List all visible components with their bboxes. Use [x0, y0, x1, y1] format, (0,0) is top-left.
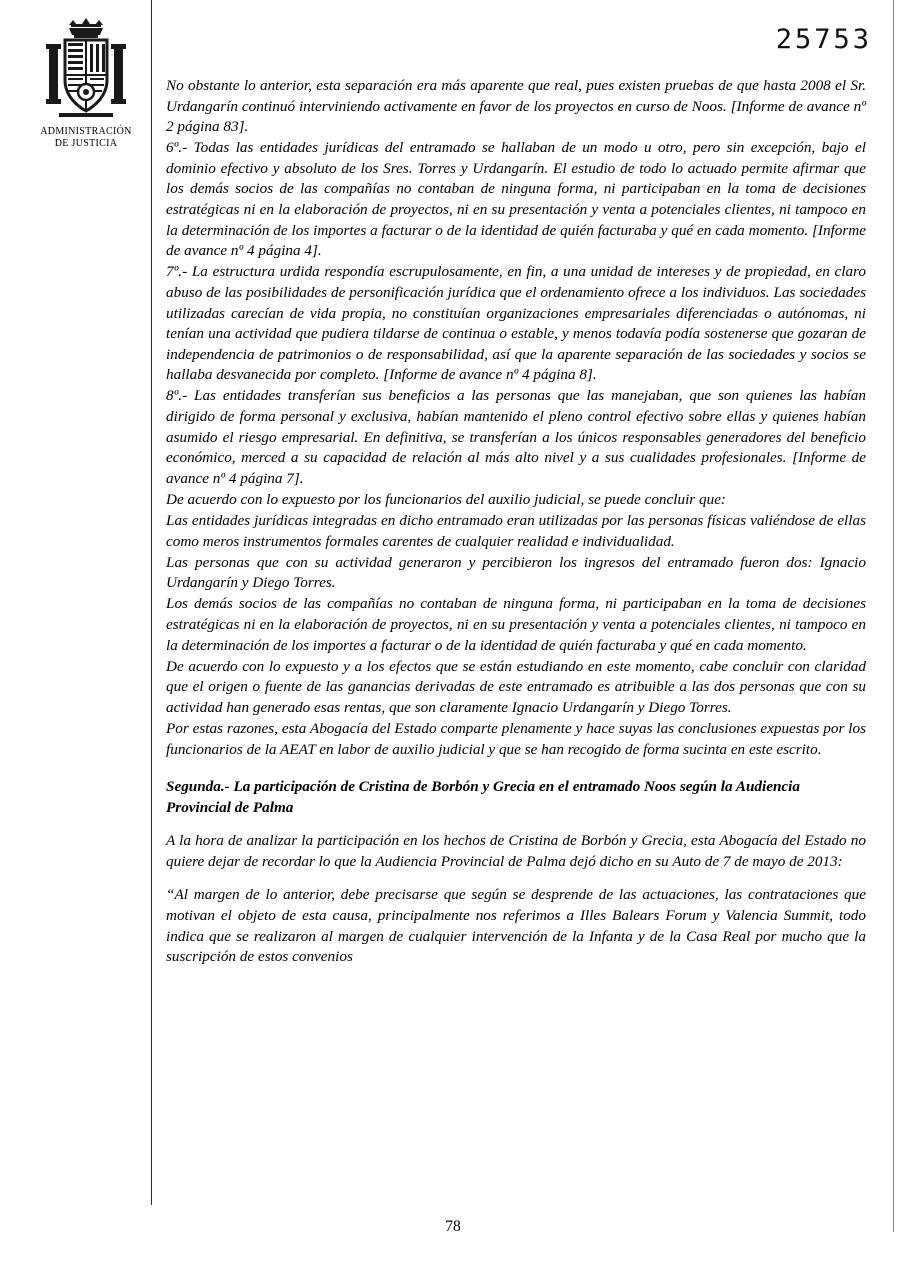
paragraph: Las personas que con su actividad generaron y percibieron los ingresos del entramado fueron dos: Ignacio Urdangarín y Diego Torres. — [166, 553, 866, 592]
paragraph: De acuerdo con lo expuesto y a los efectos que se están estudiando en este momento, cabe concluir con claridad que el origen o fuente de las ganancias derivadas de este entramado es atribuible a las dos personas que con su actividad han generado esas rentas, que son claramente Ignacio Urdangarín y Diego Torres. — [166, 657, 866, 716]
page-number: 78 — [445, 1218, 461, 1235]
margin-header-block — [26, 18, 146, 150]
paragraph: No obstante lo anterior, esta separación era más aparente que real, pues existen pruebas de que hasta 2008 el Sr. Urdangarín continuó interviniendo activamente en favor de los proyectos en curso de Noos. [Informe de avance nº 2 página 83]. — [166, 77, 866, 136]
spanish-coat-of-arms-icon — [43, 18, 129, 122]
margin-caption-line2: DE JUSTICIA — [54, 138, 118, 149]
paragraph: De acuerdo con lo expuesto por los funcionarios del auxilio judicial, se puede concluir que: — [166, 490, 726, 508]
margin-divider-line — [151, 0, 152, 1205]
paragraph: Los demás socios de las compañías no contaban de ninguna forma, ni participaban en la toma de decisiones estratégicas ni en la elaboración de proyectos, ni en su presentación y venta a potenciales clientes, ni tampoco en la determinación de los importes a facturar o de la identidad de quién facturaba y qué en cada momento. — [166, 595, 866, 654]
paragraph: 6º.- Todas las entidades jurídicas del entramado se hallaban de un modo u otro, pero sin excepción, bajo el dominio efectivo y absoluto de los Sres. Torres y Urdangarín. El estudio de todo lo actuado permite afirmar que los demás socios de las compañías no contaban de ninguna forma, ni participaban en la toma de decisiones estratégicas ni en la elaboración de proyectos, ni en su presentación y venta a potenciales clientes, ni tampoco en la determinación de los importes a facturar o de la identidad de quién facturaba y qué en cada momento. [Informe de avance nº 4 página 4]. — [166, 139, 866, 260]
margin-caption-line1: ADMINISTRACIÓN — [40, 126, 132, 137]
paragraph: A la hora de analizar la participación en los hechos de Cristina de Borbón y Grecia, esta Abogacía del Estado no quiere dejar de recordar lo que la Audiencia Provincial de Palma dejó dicho en su Auto de 7 de mayo de 2013: — [166, 832, 866, 870]
paragraph: Las entidades jurídicas integradas en dicho entramado eran utilizadas por las personas físicas valiéndose de ellas como meros instrumentos formales carentes de cualquier realidad e individualidad. — [166, 511, 866, 550]
paragraph: 8º.- Las entidades transferían sus beneficios a las personas que las manejaban, que son quienes las habían dirigido de forma personal y exclusiva, habían mantenido el pleno control efectivo sobre ellas y quienes habían asumido el riesgo empresarial. En definitiva, se transferían a los únicos responsables generadores del beneficio económico, merced a su capacidad de relación al más alto nivel y a sus cualidades profesionales. [Informe de avance nº 4 página 7]. — [166, 387, 866, 487]
paragraph: 7º.- La estructura urdida respondía escrupulosamente, en fin, a una unidad de intereses y de propiedad, en claro abuso de las posibilidades de personificación jurídica que el ordenamiento ofrece a los individuos. Las sociedades utilizadas carecían de vida propia, no constituían organizaciones empresariales diferenciadas o autónomas, ni tenían una actividad que pudiera tildarse de continua o estable, y menos todavía podía sostenerse que gozaran de independencia de patrimonios o de responsabilidad, así que la aparente separación de las sociedades y socios se hallaba desvanecida por completo. [Informe de avance nº 4 página 8]. — [166, 263, 866, 384]
quoted-paragraph: “Al margen de lo anterior, debe precisarse que según se desprende de las actuaciones, las contrataciones que motivan el objeto de esta causa, principalmente nos referimos a Illes Balears Forum y Valencia Summit, todo indica que se realizaron al margen de cualquier intervención de la Infanta y de la Casa Real por mucho que la suscripción de estos convenios — [166, 886, 866, 966]
document-body — [166, 76, 866, 968]
folio-number: 25753 — [775, 24, 872, 55]
margin-caption — [26, 126, 146, 150]
paragraph: Por estas razones, esta Abogacía del Estado comparte plenamente y hace suyas las conclusiones expuestas por los funcionarios de la AEAT en labor de auxilio judicial y que se han recogido de forma sucinta en este escrito. — [166, 719, 866, 758]
right-edge-line — [893, 0, 894, 1232]
section-heading: Segunda.- La participación de Cristina de Borbón y Grecia en el entramado Noos según la Audiencia Provincial de Palma — [166, 778, 800, 816]
